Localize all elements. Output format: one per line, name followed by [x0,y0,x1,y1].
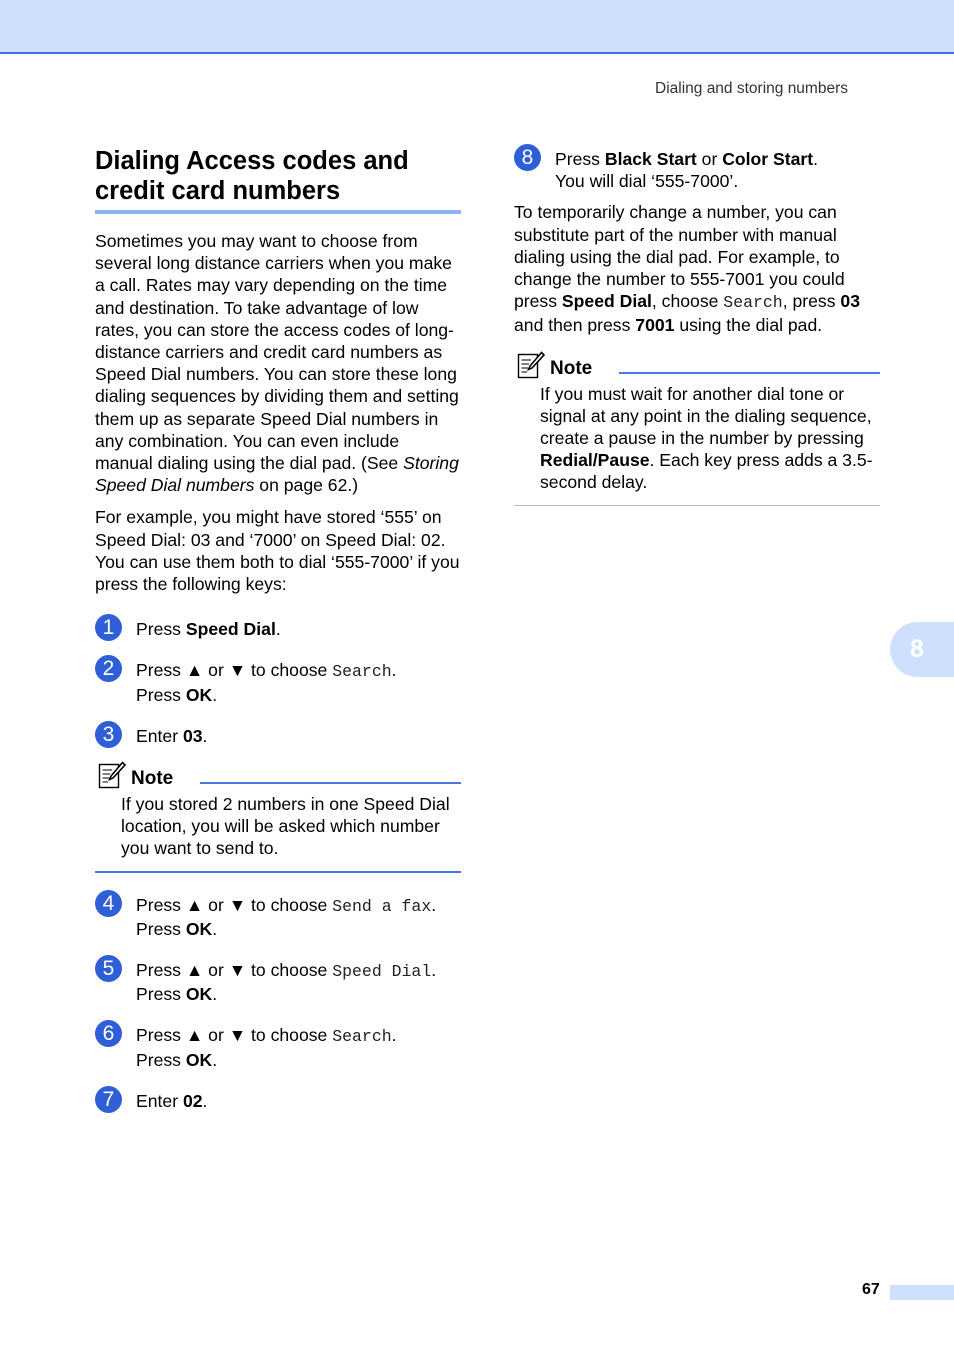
note-pencil-icon [98,761,126,789]
step-3: 3 Enter 03. [95,725,461,747]
down-arrow-icon: ▼ [228,1025,247,1046]
footer-bar [890,1285,954,1300]
note-rule [200,782,461,784]
step-5: 5 Press ▲ or ▼ to choose Speed Dial. Press OK. [95,959,461,1005]
step-2: 2 Press ▲ or ▼ to choose Search. Press OK. [95,659,461,705]
step-4: 4 Press ▲ or ▼ to choose Send a fax. Press OK. [95,894,461,940]
note-box [95,761,461,873]
page-number: 67 [862,1281,880,1298]
note-bottom-rule [95,871,461,873]
substitution-paragraph: To temporarily change a number, you can substitute part of the number with manual dialing using the dial pad. For example, to change the number to 555-7001 you could press Speed Dial, choose Search, press 03 and then press 7001 using the dial pad. [514,202,860,336]
note-text: If you must wait for another dial tone or signal at any point in the dialing sequence, create a pause in the number by pressing Redial/Pause. Each key press adds a 3.5-second delay. [540,383,873,493]
note-pencil-icon [517,351,545,379]
note-label: Note [131,768,174,790]
step-8: 8 Press Black Start or Color Start. You will dial ‘555-7000’. [514,148,880,192]
lcd-text: Send a fax [332,896,432,916]
up-arrow-icon: ▲ [185,1025,204,1046]
right-column [514,144,880,506]
step-number-icon: 7 [95,1086,122,1113]
note-box [514,351,880,506]
running-head: Dialing and storing numbers [655,80,848,97]
note-text: If you stored 2 numbers in one Speed Dial location, you will be asked which number you want to send to. [121,794,450,859]
header-bar [0,0,954,54]
step-number-icon: 8 [514,144,541,171]
lcd-text: Speed Dial [332,962,432,982]
step-number-icon: 3 [95,721,122,748]
chapter-tab: 8 [890,622,954,677]
up-arrow-icon: ▲ [185,894,204,915]
cross-reference: Storing Speed Dial numbers [95,453,459,496]
example-paragraph: For example, you might have stored ‘555’ on Speed Dial: 03 and ‘7000’ on Speed Dial: 02. You can use them both to dial ‘555-7000’ if you press the following keys: [95,507,460,595]
step-number-icon: 4 [95,890,122,917]
step-1: 1 Press Speed Dial. [95,618,461,640]
step-number-icon: 1 [95,614,122,641]
step-number-icon: 2 [95,655,122,682]
lcd-text: Search [332,1027,392,1047]
intro-paragraph: Sometimes you may want to choose from several long distance carriers when you make a call. Rates may vary depending on the time and destination. To take advantage of low rates, you can store the access codes of long-distance carriers and credit card numbers as Speed Dial numbers. You can store these long dialing sequences by dividing them and setting them up as separate Speed Dial numbers in any combination. You can even include manual dialing using the dial pad. (See Storing Speed Dial numbers on page 62.) [95,231,459,496]
up-arrow-icon: ▲ [185,960,204,981]
step-number-icon: 6 [95,1020,122,1047]
step-7: 7 Enter 02. [95,1090,461,1112]
down-arrow-icon: ▼ [228,894,247,915]
lcd-text: Search [723,293,783,313]
step-6: 6 Press ▲ or ▼ to choose Search. Press OK. [95,1024,461,1070]
down-arrow-icon: ▼ [228,660,247,681]
lcd-text: Search [332,662,392,682]
note-label: Note [550,357,593,379]
note-rule [619,372,880,374]
note-bottom-rule [514,505,880,506]
section-heading: Dialing Access codes and credit card numbers [95,147,409,205]
left-column [95,146,461,1112]
down-arrow-icon: ▼ [228,960,247,981]
up-arrow-icon: ▲ [185,660,204,681]
heading-rule [95,210,461,214]
step-number-icon: 5 [95,955,122,982]
